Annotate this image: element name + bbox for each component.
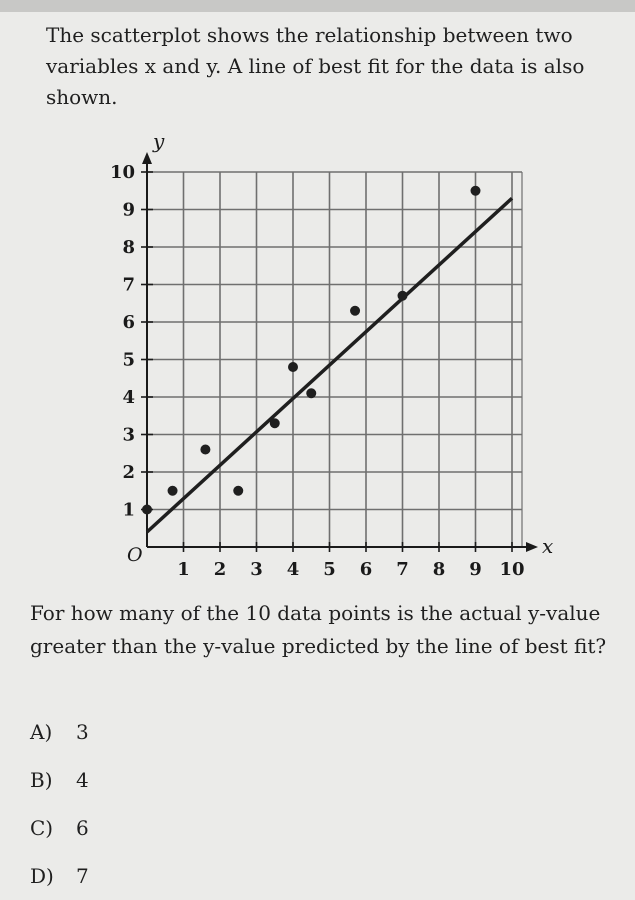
data-point [398, 291, 408, 301]
x-tick-label: 2 [213, 559, 227, 580]
y-tick-label: 1 [122, 499, 135, 521]
x-tick-label: 5 [323, 559, 336, 580]
answer-choices [30, 708, 89, 900]
data-point [233, 486, 243, 496]
y-axis-label: y [153, 129, 165, 153]
choice-letter: A) [30, 720, 53, 744]
y-tick-label: 2 [122, 462, 135, 483]
choice-value: 4 [76, 768, 89, 792]
intro-text: The scatterplot shows the relationship between two variables x and y. A line of best fit for the data is also shown. [46, 23, 585, 109]
y-tick-label: 6 [122, 312, 135, 333]
choice-b[interactable] [30, 756, 89, 804]
x-axis-arrow [526, 542, 538, 552]
data-point [288, 362, 298, 372]
x-tick-label: 3 [250, 559, 263, 580]
x-tick-label: 6 [359, 559, 373, 580]
y-tick-label: 8 [122, 237, 135, 258]
x-tick-label: 1 [177, 559, 190, 580]
data-point [200, 445, 210, 455]
choice-c[interactable] [30, 804, 89, 852]
choice-letter: C) [30, 816, 54, 840]
y-tick-label: 10 [109, 162, 135, 183]
data-point [471, 186, 481, 196]
choice-value: 6 [76, 816, 89, 840]
y-axis-arrow [142, 152, 152, 164]
y-tick-label: 3 [122, 424, 135, 446]
choice-a[interactable] [30, 708, 89, 756]
data-point [270, 418, 280, 428]
y-tick-label: 5 [122, 349, 135, 371]
data-point [306, 388, 316, 398]
x-tick-label: 4 [286, 559, 300, 580]
y-tick-label: 9 [122, 199, 135, 221]
choice-letter: D) [30, 864, 54, 888]
data-point [142, 505, 152, 515]
x-axis-label: x [542, 534, 554, 558]
data-point [350, 306, 360, 316]
x-tick-label: 10 [499, 559, 525, 580]
choice-value: 7 [76, 864, 89, 888]
origin-label: O [127, 544, 143, 566]
question-text: For how many of the 10 data points is the actual y-value greater than the y-value predicted by the line of best fit? [30, 601, 607, 658]
y-tick-label: 7 [122, 274, 135, 296]
choice-value: 3 [76, 720, 89, 744]
x-tick-label: 9 [469, 559, 482, 580]
x-tick-label: 8 [432, 559, 446, 580]
choice-d[interactable] [30, 852, 89, 900]
x-tick-label: 7 [396, 559, 409, 580]
choice-letter: B) [30, 768, 53, 792]
y-tick-label: 4 [122, 387, 135, 408]
data-point [168, 486, 178, 496]
